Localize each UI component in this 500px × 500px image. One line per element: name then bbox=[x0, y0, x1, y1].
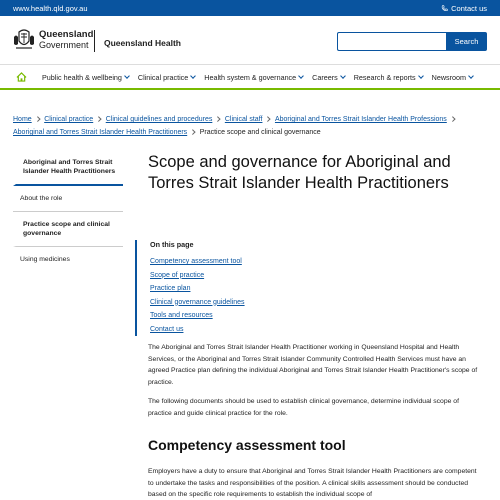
breadcrumb-clinical-guidelines[interactable]: Clinical guidelines and procedures bbox=[105, 116, 213, 123]
home-icon bbox=[16, 72, 27, 82]
nav-item-health-system[interactable] bbox=[204, 72, 303, 82]
nav-item-label: Clinical practice bbox=[137, 72, 189, 82]
sidebar-item-atsi-health-practitioners[interactable]: Aboriginal and Torres Strait Islander Health Practitioners bbox=[13, 150, 123, 186]
nav-item-clinical-practice[interactable] bbox=[138, 72, 195, 82]
logo-text-queensland: Queensland bbox=[39, 29, 94, 40]
chevron-right-icon bbox=[266, 116, 271, 121]
main-navigation bbox=[0, 64, 500, 90]
search-input[interactable] bbox=[337, 32, 446, 51]
nav-item-label: Public health & wellbeing bbox=[42, 72, 122, 82]
sidebar-item-practice-scope[interactable]: Practice scope and clinical governance bbox=[13, 212, 123, 247]
logo-text-government: Government bbox=[39, 40, 89, 50]
nav-home[interactable] bbox=[16, 72, 33, 82]
breadcrumb-atsi-health-professions[interactable]: Aboriginal and Torres Strait Islander Health Professions bbox=[274, 116, 447, 123]
chevron-right-icon bbox=[216, 116, 221, 121]
section-heading-competency: Competency assessment tool bbox=[148, 437, 346, 453]
toc-link-competency-assessment[interactable]: Competency assessment tool bbox=[150, 258, 242, 265]
site-brand-name[interactable]: Queensland Health bbox=[104, 38, 181, 48]
nav-item-label: Health system & governance bbox=[204, 72, 297, 82]
phone-icon bbox=[441, 5, 448, 12]
nav-item-label: Research & reports bbox=[353, 72, 416, 82]
intro-paragraph: The Aboriginal and Torres Strait Islander Health Practitioner working in Queensland Hospital and Health Services, or the Aboriginal and Torres Strait Islander Community Controlled Health Services must have an agreed Practice plan defining the individual Aboriginal and Torres Strait Islander Health Practitioner's scope of practice. bbox=[148, 344, 478, 386]
nav-item-public-health[interactable] bbox=[42, 72, 129, 82]
nav-item-careers[interactable] bbox=[312, 72, 345, 82]
breadcrumb bbox=[13, 113, 487, 139]
chevron-down-icon bbox=[298, 73, 304, 79]
contact-us-label: Contact us bbox=[451, 4, 487, 13]
search-button[interactable]: Search bbox=[446, 32, 487, 51]
logo-divider bbox=[94, 30, 95, 52]
breadcrumb-home[interactable]: Home bbox=[13, 116, 32, 123]
main-content bbox=[148, 152, 478, 499]
on-this-page bbox=[135, 240, 335, 336]
chevron-down-icon bbox=[468, 73, 474, 79]
chevron-right-icon bbox=[450, 116, 455, 121]
breadcrumb-clinical-practice[interactable]: Clinical practice bbox=[44, 116, 94, 123]
nav-item-research[interactable] bbox=[354, 72, 423, 82]
chevron-down-icon bbox=[190, 73, 196, 79]
chevron-right-icon bbox=[96, 116, 101, 121]
breadcrumb-clinical-staff[interactable]: Clinical staff bbox=[224, 116, 263, 123]
top-bar bbox=[0, 0, 500, 16]
nav-item-newsroom[interactable] bbox=[432, 72, 473, 82]
sidebar-item-using-medicines[interactable]: Using medicines bbox=[20, 256, 70, 263]
breadcrumb-atsi-health-practitioners[interactable]: Aboriginal and Torres Strait Islander Health Practitioners bbox=[13, 129, 188, 136]
breadcrumb-current: Practice scope and clinical governance bbox=[199, 129, 321, 136]
nav-item-label: Newsroom bbox=[431, 72, 467, 82]
page-title: Scope and governance for Aboriginal and Torres Strait Islander Health Practitioners bbox=[148, 153, 451, 192]
toc-link-practice-plan[interactable]: Practice plan bbox=[150, 285, 191, 292]
sidebar-navigation bbox=[13, 150, 123, 272]
contact-us-link[interactable] bbox=[441, 4, 487, 13]
on-this-page-heading: On this page bbox=[150, 240, 194, 249]
chevron-right-icon bbox=[35, 116, 40, 121]
nav-item-label: Careers bbox=[312, 72, 338, 82]
qld-government-logo[interactable] bbox=[13, 28, 93, 52]
chevron-down-icon bbox=[124, 73, 130, 79]
toc-link-contact-us[interactable]: Contact us bbox=[150, 325, 184, 333]
site-url-link[interactable]: www.health.qld.gov.au bbox=[13, 4, 88, 13]
documents-paragraph: The following documents should be used to establish clinical governance, determine individual scope of practice and guide clinical practice for the role. bbox=[148, 398, 459, 417]
toc-link-scope-of-practice[interactable]: Scope of practice bbox=[150, 271, 205, 279]
chevron-right-icon bbox=[190, 129, 195, 134]
toc-link-tools-resources[interactable]: Tools and resources bbox=[150, 312, 213, 319]
chevron-down-icon bbox=[418, 73, 424, 79]
chevron-down-icon bbox=[340, 73, 346, 79]
site-header bbox=[0, 16, 500, 64]
competency-paragraph: Employers have a duty to ensure that Aboriginal and Torres Strait Islander Health Practitioners are competent to undertake the tasks and responsibilities of the position. A clinical skills assessment should be conducted based on the specific role requirements to establish the individual scope of bbox=[148, 468, 477, 499]
toc-link-clinical-governance[interactable]: Clinical governance guidelines bbox=[150, 298, 245, 306]
coat-of-arms-icon bbox=[13, 28, 35, 52]
sidebar-item-about-the-role[interactable]: About the role bbox=[13, 186, 123, 212]
search-form bbox=[337, 32, 487, 51]
